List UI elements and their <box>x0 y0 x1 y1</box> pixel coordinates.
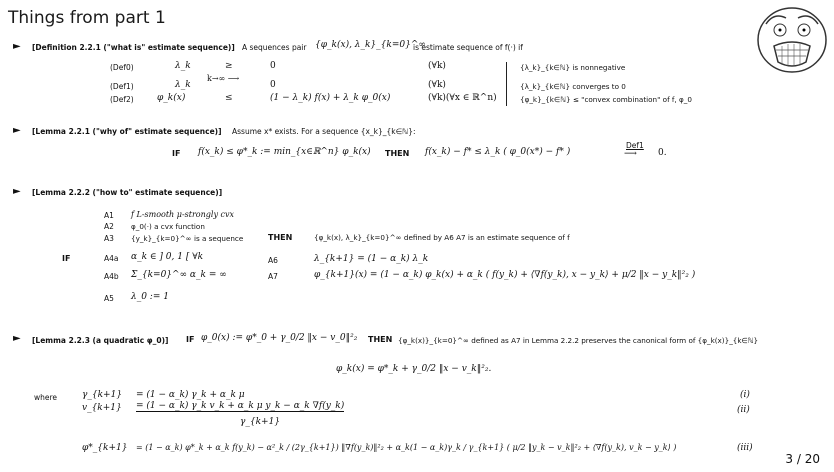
a4a-text: α_k ∈ ] 0, 1 [ ∀k <box>131 252 204 262</box>
def0-lhs: λ_k <box>175 61 191 71</box>
bullet-triangle-icon: ► <box>13 41 21 52</box>
lem221-header: [Lemma 2.2.1 ("why of" estimate sequence)] <box>32 127 222 136</box>
def2-rel: ≤ <box>225 93 233 103</box>
rage-face-icon <box>752 2 830 74</box>
def1-tag: (Def1) <box>110 82 134 91</box>
lem222-then: THEN <box>268 233 293 242</box>
lem221-intro: Assume x* exists. For a sequence {x_k}_{k∈ℕ}: <box>232 127 416 136</box>
a1-text: f L-smooth μ-strongly cvx <box>131 210 235 219</box>
def0-rel: ≥ <box>225 61 233 71</box>
slide-title: Things from part 1 <box>8 8 166 28</box>
lem222-if: IF <box>62 254 71 263</box>
lem221-limit: 0. <box>658 148 667 158</box>
a5-text: λ_0 := 1 <box>131 292 169 302</box>
def2-note: {φ_k}_{k∈ℕ} ≤ "convex combination" of f, φ_0 <box>520 95 692 104</box>
a5-tag: A5 <box>104 294 114 303</box>
lem223-concl: {φ_k(x)}_{k=0}^∞ defined as A7 in Lemma 2.2.2 preserves the canonical form of {φ_k(x)}_{k∈ℕ} <box>398 336 759 345</box>
eq-ii-rhs-num: = (1 − α_k) γ_k v_k + α_k μ y_k − α_k ∇f(y_k) <box>136 401 345 411</box>
def221-pair: {φ_k(x), λ_k}_{k=0}^∞ <box>315 40 426 50</box>
eq-ii-lhs: v_{k+1} <box>82 403 122 413</box>
lem221-concl: f(x_k) − f* ≤ λ_k ( φ_0(x*) − f* ) <box>425 147 571 157</box>
def221-intro: A sequences pair <box>242 43 307 52</box>
eq-ii-num: (ii) <box>737 405 750 415</box>
def221-header: [Definition 2.2.1 ("what is" estimate sequence)] <box>32 43 235 52</box>
a1-tag: A1 <box>104 211 114 220</box>
def1-rhs: 0 <box>270 80 276 90</box>
def2-quant: (∀k)(∀x ∈ ℝ^n) <box>428 93 497 103</box>
arrow-right-icon: ⟶ <box>624 149 637 159</box>
a2-text: φ_0(·) a cvx function <box>131 222 205 231</box>
eq-ii-rhs-den: γ_{k+1} <box>240 417 281 427</box>
lem223-cond: φ_0(x) := φ*_0 + γ_0/2 ‖x − v_0‖²₂ <box>201 333 358 343</box>
a7-text: φ_{k+1}(x) = (1 − α_k) φ_k(x) + α_k ( f(y_k) + ⟨∇f(y_k), x − y_k⟩ + μ/2 ‖x − y_k‖²₂ ) <box>314 270 696 280</box>
def1-rel: k→∞ ⟶ <box>207 74 240 83</box>
def1-quant: (∀k) <box>428 80 446 90</box>
a3-text: {y_k}_{k=0}^∞ is a sequence <box>131 234 244 243</box>
bullet-triangle-icon: ► <box>13 333 21 344</box>
eq-i-rhs: = (1 − α_k) γ_k + α_k μ <box>136 390 245 400</box>
bullet-triangle-icon: ► <box>13 125 21 136</box>
def221-tail: is estimate sequence of f(·) if <box>413 43 523 52</box>
a6-tag: A6 <box>268 256 278 265</box>
where-label: where <box>34 393 58 402</box>
def0-rhs: 0 <box>270 61 276 71</box>
def2-tag: (Def2) <box>110 95 134 104</box>
a4b-text: Σ_{k=0}^∞ α_k = ∞ <box>131 270 227 280</box>
lem221-def-label: Def1 <box>626 141 644 150</box>
eq-iii-lhs: φ*_{k+1} <box>82 443 128 453</box>
bullet-triangle-icon: ► <box>13 186 21 197</box>
lem223-if: IF <box>186 335 195 344</box>
def0-note: {λ_k}_{k∈ℕ} is nonnegative <box>520 63 626 72</box>
lem221-then: THEN <box>385 149 410 158</box>
a3-tag: A3 <box>104 234 114 243</box>
def1-lhs: λ_k <box>175 80 191 90</box>
eq-iii-rhs: = (1 − α_k) φ*_k + α_k f(y_k) − α²_k / (2γ_{k+1}) ‖∇f(y_k)‖²₂ + α_k(1 − α_k)γ_k / γ_{k+1} ( μ/2 ‖y_k − v_k‖²₂ + ⟨∇f(y_k), v_k − y_k⟩ ) <box>136 443 677 452</box>
def2-rhs: (1 − λ_k) f(x) + λ_k φ_0(x) <box>270 93 391 103</box>
lem221-if: IF <box>172 149 181 158</box>
a4b-tag: A4b <box>104 272 119 281</box>
lem223-canonical: φ_k(x) = φ*_k + γ_0/2 ‖x − v_k‖²₂. <box>336 364 492 374</box>
lem223-then: THEN <box>368 335 393 344</box>
def1-note: {λ_k}_{k∈ℕ} converges to 0 <box>520 82 626 91</box>
page-number: 3 / 20 <box>785 452 820 466</box>
def2-lhs: φ_k(x) <box>157 93 186 103</box>
a4a-tag: A4a <box>104 254 119 263</box>
eq-i-num: (i) <box>740 390 750 400</box>
a7-tag: A7 <box>268 272 278 281</box>
def0-quant: (∀k) <box>428 61 446 71</box>
lem223-header: [Lemma 2.2.3 (a quadratic φ_0)] <box>32 336 169 345</box>
eq-i-lhs: γ_{k+1} <box>82 390 123 400</box>
a2-tag: A2 <box>104 222 114 231</box>
def0-tag: (Def0) <box>110 63 134 72</box>
a6-text: λ_{k+1} = (1 − α_k) λ_k <box>314 254 429 264</box>
eq-iii-num: (iii) <box>737 443 753 453</box>
lem222-conclusion: {φ_k(x), λ_k}_{k=0}^∞ defined by A6 A7 is an estimate sequence of f <box>314 233 570 242</box>
lem222-header: [Lemma 2.2.2 ("how to" estimate sequence)] <box>32 188 223 197</box>
lem221-cond: f(x_k) ≤ φ*_k := min_{x∈ℝ^n} φ_k(x) <box>198 147 371 157</box>
divider-rule <box>506 62 507 106</box>
